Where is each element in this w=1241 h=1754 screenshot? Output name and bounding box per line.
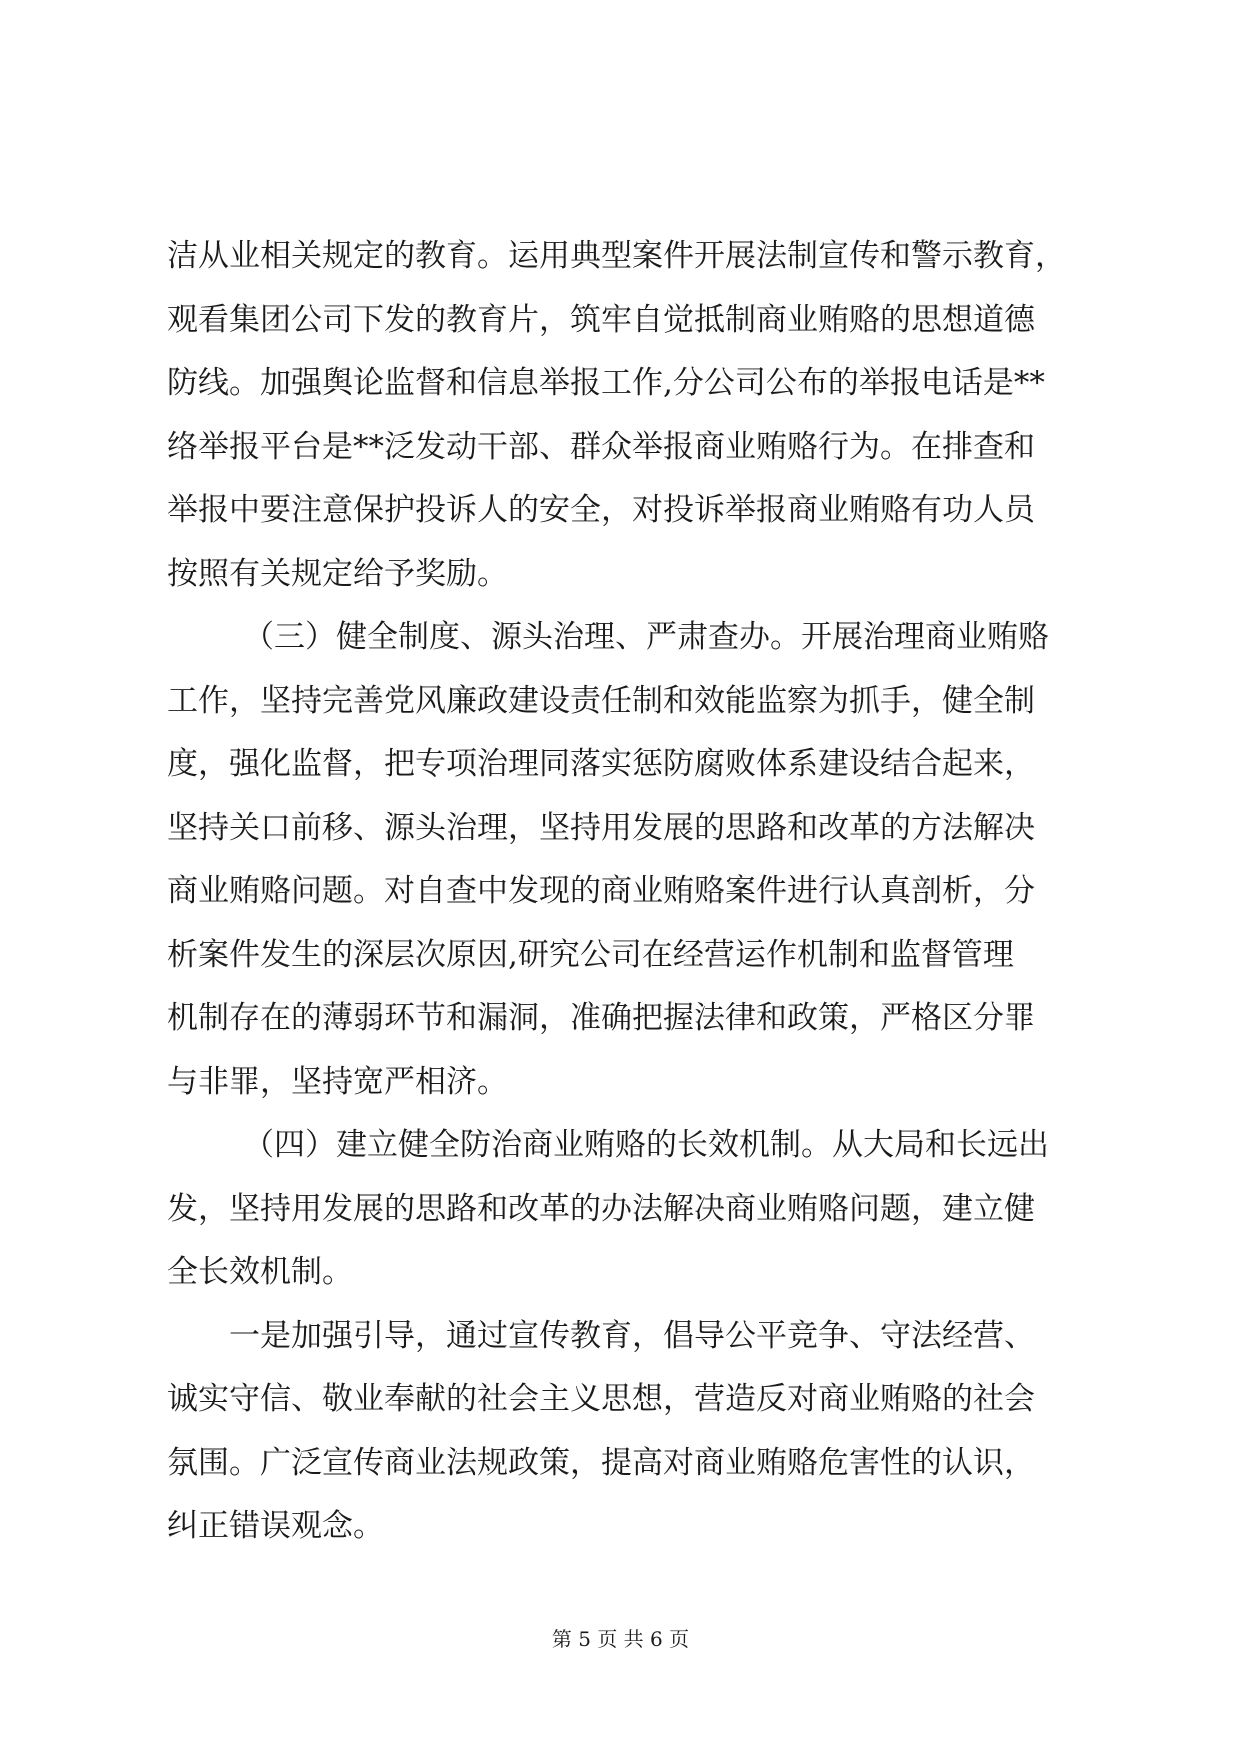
text-line: 防线。加强舆论监督和信息举报工作,分公司公布的举报电话是** <box>167 365 1045 401</box>
document-body <box>167 236 1077 1570</box>
text-line: 纠正错误观念。 <box>167 1508 384 1544</box>
text-line: （三）健全制度、源头治理、严肃查办。开展治理商业贿赂 <box>243 619 1049 655</box>
text-line: 一是加强引导，通过宣传教育，倡导公平竞争、守法经营、 <box>229 1317 1035 1354</box>
paragraph <box>167 1125 1077 1316</box>
paragraph <box>167 236 1077 617</box>
text-line: 与非罪，坚持宽严相济。 <box>167 1063 508 1100</box>
text-line: 全长效机制。 <box>167 1254 353 1290</box>
text-line: 诚实守信、敬业奉献的社会主义思想，营造反对商业贿赂的社会 <box>167 1381 1035 1417</box>
text-line: 工作，坚持完善党风廉政建设责任制和效能监察为抓手，健全制 <box>167 682 1035 719</box>
text-line: 举报中要注意保护投诉人的安全，对投诉举报商业贿赂有功人员 <box>167 492 1035 528</box>
page-number-footer: 第 5 页 共 6 页 <box>551 1627 690 1651</box>
paragraph <box>167 617 1077 1125</box>
text-line: （四）建立健全防治商业贿赂的长效机制。从大局和长远出 <box>243 1127 1049 1163</box>
paragraph <box>167 1316 1077 1570</box>
text-line: 络举报平台是**泛发动干部、群众举报商业贿赂行为。在排查和 <box>167 428 1035 465</box>
text-line: 按照有关规定给予奖励。 <box>167 555 508 592</box>
text-line: 坚持关口前移、源头治理，坚持用发展的思路和改革的方法解决 <box>167 809 1035 846</box>
text-line: 析案件发生的深层次原因,研究公司在经营运作机制和监督管理 <box>167 936 1014 973</box>
text-line: 商业贿赂问题。对自查中发现的商业贿赂案件进行认真剖析，分 <box>167 873 1035 909</box>
text-line: 发，坚持用发展的思路和改革的办法解决商业贿赂问题，建立健 <box>167 1190 1035 1227</box>
text-line: 洁从业相关规定的教育。运用典型案件开展法制宣传和警示教育， <box>167 238 1066 274</box>
text-line: 机制存在的薄弱环节和漏洞，准确把握法律和政策，严格区分罪 <box>167 1000 1035 1036</box>
text-line: 度，强化监督，把专项治理同落实惩防腐败体系建设结合起来， <box>167 746 1035 782</box>
text-line: 氛围。广泛宣传商业法规政策，提高对商业贿赂危害性的认识， <box>167 1444 1035 1481</box>
text-line: 观看集团公司下发的教育片，筑牢自觉抵制商业贿赂的思想道德 <box>167 301 1035 338</box>
